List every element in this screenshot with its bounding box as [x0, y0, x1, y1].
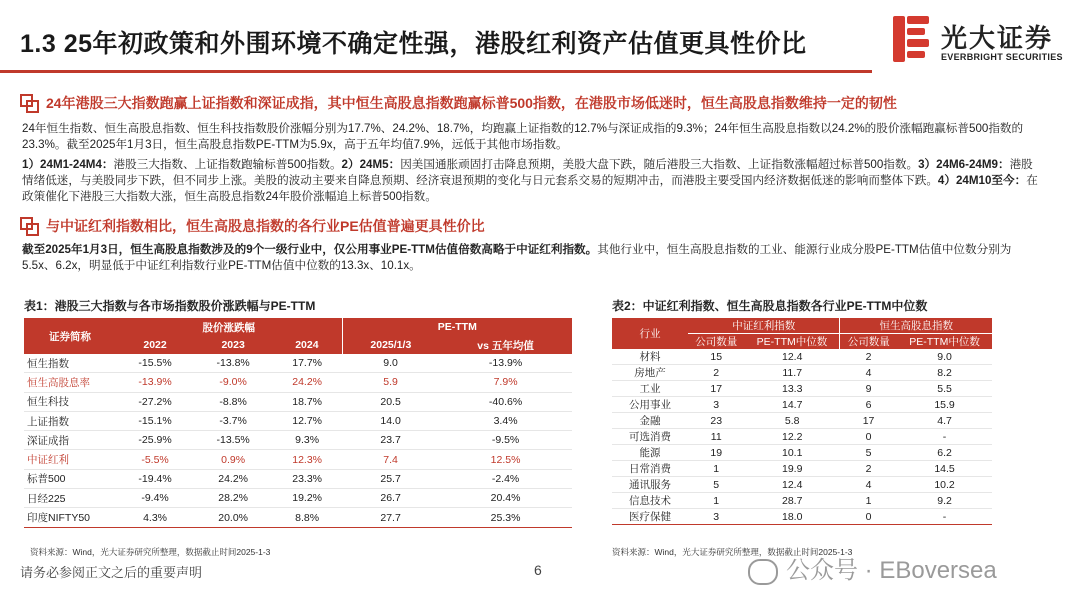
table2-col-header: 公司数量: [688, 334, 744, 350]
table-cell: 12.2: [744, 429, 840, 445]
row-label: 材料: [612, 349, 688, 365]
table-cell: 9.2: [897, 493, 992, 509]
table1-header-name: 证券简称: [24, 318, 116, 354]
table-cell: 26.7: [342, 489, 439, 508]
table-cell: 3: [688, 397, 744, 413]
table1-source: 资料来源：Wind，光大证券研究所整理，数据截止时间2025-1-3: [30, 547, 271, 557]
table-row: [612, 413, 992, 429]
row-label: 恒生指数: [24, 354, 116, 373]
table-cell: 3: [688, 509, 744, 525]
table-cell: 5.8: [744, 413, 840, 429]
row-label: 工业: [612, 381, 688, 397]
table-cell: 9.0: [342, 354, 439, 373]
row-label: 日经225: [24, 489, 116, 508]
row-label: 信息技术: [612, 493, 688, 509]
table-cell: 18.7%: [272, 392, 342, 411]
table-cell: 9.0: [897, 349, 992, 365]
table-row: [24, 489, 572, 508]
table-cell: 23.7: [342, 431, 439, 450]
table1-header-group1: 股价涨跌幅: [116, 318, 342, 336]
table-cell: 1: [840, 493, 897, 509]
table2-header-name: 行业: [612, 318, 688, 349]
table-cell: 3.4%: [439, 411, 572, 430]
logo-name-en: EVERBRIGHT SECURITIES: [941, 52, 1063, 62]
table-row: [612, 365, 992, 381]
table-cell: 5: [840, 445, 897, 461]
section1-paragraph2: 1）24M1-24M4：港股三大指数、上证指数跑输标普500指数。2）24M5：因美国通胀顽固打击降息预期，美股大盘下跌，随后港股三大指数、上证指数涨幅超过标普500指数。3）24M6-24M9：港股情绪低迷，与美股同步下跌，但不同步上涨。美股的波动主要来自降息预期、经济衰退预期的变化与日元套系交易的短期冲击，而港股主要受国内经济数据低迷的影响而整体下跌。4）24M10至今：在政策催化下港股三大指数大涨，恒生高股息指数24年股价涨幅追上标普500指数。: [22, 158, 1038, 203]
table-cell: -9.0%: [194, 373, 272, 392]
table-cell: -9.4%: [116, 489, 194, 508]
table-cell: 2: [840, 349, 897, 365]
table-row: [612, 429, 992, 445]
section-bullet-icon: [20, 94, 38, 112]
table2-col-header: PE-TTM中位数: [897, 334, 992, 350]
page-title: 1.3 25年初政策和外围环境不确定性强，港股红利资产估值更具性价比: [20, 30, 807, 58]
table2-header-group1: 中证红利指数: [688, 318, 840, 334]
section2-paragraph: 截至2025年1月3日，恒生高股息指数涉及的9个一级行业中，仅公用事业PE-TTM估值倍数高略于中证红利指数。其他行业中，恒生高股息指数的工业、能源行业成分股PE-TTM估值中位数分别为5.5x、6.2x，明显低于中证红利指数行业PE-TTM估值中位数的13.3x、10.1x。: [22, 243, 1012, 272]
table-row: [612, 445, 992, 461]
table-cell: 4: [840, 477, 897, 493]
table-cell: -2.4%: [439, 469, 572, 488]
row-label: 金融: [612, 413, 688, 429]
table1-col-header: 2025/1/3: [342, 336, 439, 354]
table-cell: 12.5%: [439, 450, 572, 469]
table-cell: 6.2: [897, 445, 992, 461]
row-label: 日常消费: [612, 461, 688, 477]
table-cell: 1: [688, 461, 744, 477]
table-cell: 12.4: [744, 477, 840, 493]
wechat-icon: [748, 559, 778, 585]
table-cell: 19: [688, 445, 744, 461]
table-cell: 12.3%: [272, 450, 342, 469]
table1-col-header: 2022: [116, 336, 194, 354]
table-cell: 5.9: [342, 373, 439, 392]
table-cell: 5: [688, 477, 744, 493]
table-cell: 5.5: [897, 381, 992, 397]
table1-caption: 表1：港股三大指数与各市场指数股价涨跌幅与PE-TTM: [24, 299, 316, 313]
page-number: 6: [534, 562, 542, 578]
table-cell: -3.7%: [194, 411, 272, 430]
row-label: 医疗保健: [612, 509, 688, 525]
table-cell: 9.3%: [272, 431, 342, 450]
table-cell: 28.7: [744, 493, 840, 509]
table1-header-group2: PE-TTM: [342, 318, 572, 336]
table2-col-header: 公司数量: [840, 334, 897, 350]
table-cell: 20.5: [342, 392, 439, 411]
table-cell: 10.1: [744, 445, 840, 461]
table-cell: 6: [840, 397, 897, 413]
table-cell: 15.9: [897, 397, 992, 413]
table-cell: 24.2%: [272, 373, 342, 392]
section-bullet-icon: [20, 217, 38, 235]
table-row: [612, 509, 992, 525]
table-cell: 25.3%: [439, 508, 572, 527]
table-cell: 19.2%: [272, 489, 342, 508]
row-label: 中证红利: [24, 450, 116, 469]
table-cell: 8.8%: [272, 508, 342, 527]
table-cell: -13.9%: [439, 354, 572, 373]
table-cell: 11.7: [744, 365, 840, 381]
title-divider: [0, 70, 872, 73]
table2: [612, 318, 992, 525]
table-cell: 2: [688, 365, 744, 381]
table-row: [24, 469, 572, 488]
table-cell: 19.9: [744, 461, 840, 477]
table-cell: -8.8%: [194, 392, 272, 411]
table-cell: 20.0%: [194, 508, 272, 527]
table-cell: -13.9%: [116, 373, 194, 392]
logo-name-cn: 光大证券: [941, 23, 1054, 53]
table-cell: 23.3%: [272, 469, 342, 488]
table-cell: 0: [840, 429, 897, 445]
table-cell: 27.7: [342, 508, 439, 527]
table-cell: 1: [688, 493, 744, 509]
table-row: [24, 354, 572, 373]
table-row: [612, 381, 992, 397]
row-label: 能源: [612, 445, 688, 461]
row-label: 上证指数: [24, 411, 116, 430]
section2-heading-text: 与中证红利指数相比，恒生高股息指数的各行业PE估值普遍更具性价比: [46, 218, 485, 234]
table-cell: 9: [840, 381, 897, 397]
table1-col-header: 2023: [194, 336, 272, 354]
table-cell: 7.9%: [439, 373, 572, 392]
table-cell: -40.6%: [439, 392, 572, 411]
table-row: [612, 349, 992, 365]
row-label: 公用事业: [612, 397, 688, 413]
table1-col-header: vs 五年均值: [439, 336, 572, 354]
table-cell: 14.0: [342, 411, 439, 430]
table2-source: 资料来源：Wind，光大证券研究所整理，数据截止时间2025-1-3: [612, 547, 853, 557]
table-cell: 17.7%: [272, 354, 342, 373]
table-cell: 12.7%: [272, 411, 342, 430]
table-cell: 18.0: [744, 509, 840, 525]
row-label: 可选消费: [612, 429, 688, 445]
table2-col-header: PE-TTM中位数: [744, 334, 840, 350]
row-label: 深证成指: [24, 431, 116, 450]
row-label: 印度NIFTY50: [24, 508, 116, 527]
table-cell: -: [897, 429, 992, 445]
table-cell: 14.5: [897, 461, 992, 477]
table-cell: -9.5%: [439, 431, 572, 450]
table-cell: 10.2: [897, 477, 992, 493]
table-cell: 13.3: [744, 381, 840, 397]
table-cell: 17: [840, 413, 897, 429]
table-row: [612, 461, 992, 477]
table-cell: 20.4%: [439, 489, 572, 508]
table-cell: -25.9%: [116, 431, 194, 450]
watermark-text: 公众号 · EBoversea: [786, 557, 997, 584]
table-cell: 2: [840, 461, 897, 477]
table-cell: -27.2%: [116, 392, 194, 411]
watermark: [748, 550, 997, 585]
everbright-logo-icon: [893, 16, 929, 62]
table-cell: 4: [840, 365, 897, 381]
table-cell: -19.4%: [116, 469, 194, 488]
table-row: [24, 411, 572, 430]
table-cell: 0: [840, 509, 897, 525]
table-cell: -13.8%: [194, 354, 272, 373]
table-row: [24, 508, 572, 527]
row-label: 恒生高股息率: [24, 373, 116, 392]
table-cell: -13.5%: [194, 431, 272, 450]
table-cell: 8.2: [897, 365, 992, 381]
table-row: [24, 373, 572, 392]
row-label: 房地产: [612, 365, 688, 381]
table-row: [612, 397, 992, 413]
table-cell: 7.4: [342, 450, 439, 469]
everbright-logo: [893, 12, 1073, 68]
table2-header-group2: 恒生高股息指数: [840, 318, 992, 334]
table-row: [612, 493, 992, 509]
table-row: [24, 392, 572, 411]
table-cell: 15: [688, 349, 744, 365]
table-cell: 24.2%: [194, 469, 272, 488]
section1-paragraph1: 24年恒生指数、恒生高股息指数、恒生科技指数股价涨幅分别为17.7%、24.2%、18.7%，均跑赢上证指数的12.7%与深证成指的9.3%；24年恒生高股息指数以24.2%的股价涨幅跑赢标普500指数的23.3%。截至2025年1月3日，恒生高股息指数PE-TTM为5.9x，高于五年均值7.9%，远低于其他市场指数。: [22, 122, 1024, 151]
row-label: 恒生科技: [24, 392, 116, 411]
table-row: [24, 450, 572, 469]
table-row: [612, 477, 992, 493]
table-cell: 11: [688, 429, 744, 445]
table-cell: -15.1%: [116, 411, 194, 430]
table-cell: 0.9%: [194, 450, 272, 469]
table-cell: -15.5%: [116, 354, 194, 373]
table2-caption: 表2：中证红利指数、恒生高股息指数各行业PE-TTM中位数: [612, 299, 928, 313]
row-label: 通讯服务: [612, 477, 688, 493]
table-row: [24, 431, 572, 450]
table-cell: 25.7: [342, 469, 439, 488]
table-cell: 28.2%: [194, 489, 272, 508]
section1-heading-text: 24年港股三大指数跑赢上证指数和深证成指，其中恒生高股息指数跑赢标普500指数，在港股市场低迷时，恒生高股息指数维持一定的韧性: [46, 95, 897, 111]
table-cell: -: [897, 509, 992, 525]
table-cell: -5.5%: [116, 450, 194, 469]
table-cell: 23: [688, 413, 744, 429]
table-cell: 4.7: [897, 413, 992, 429]
row-label: 标普500: [24, 469, 116, 488]
table-cell: 12.4: [744, 349, 840, 365]
table1: [24, 318, 572, 528]
footer-disclaimer: 请务必参阅正文之后的重要声明: [20, 565, 203, 580]
table-cell: 17: [688, 381, 744, 397]
table1-col-header: 2024: [272, 336, 342, 354]
table-cell: 14.7: [744, 397, 840, 413]
table-cell: 4.3%: [116, 508, 194, 527]
